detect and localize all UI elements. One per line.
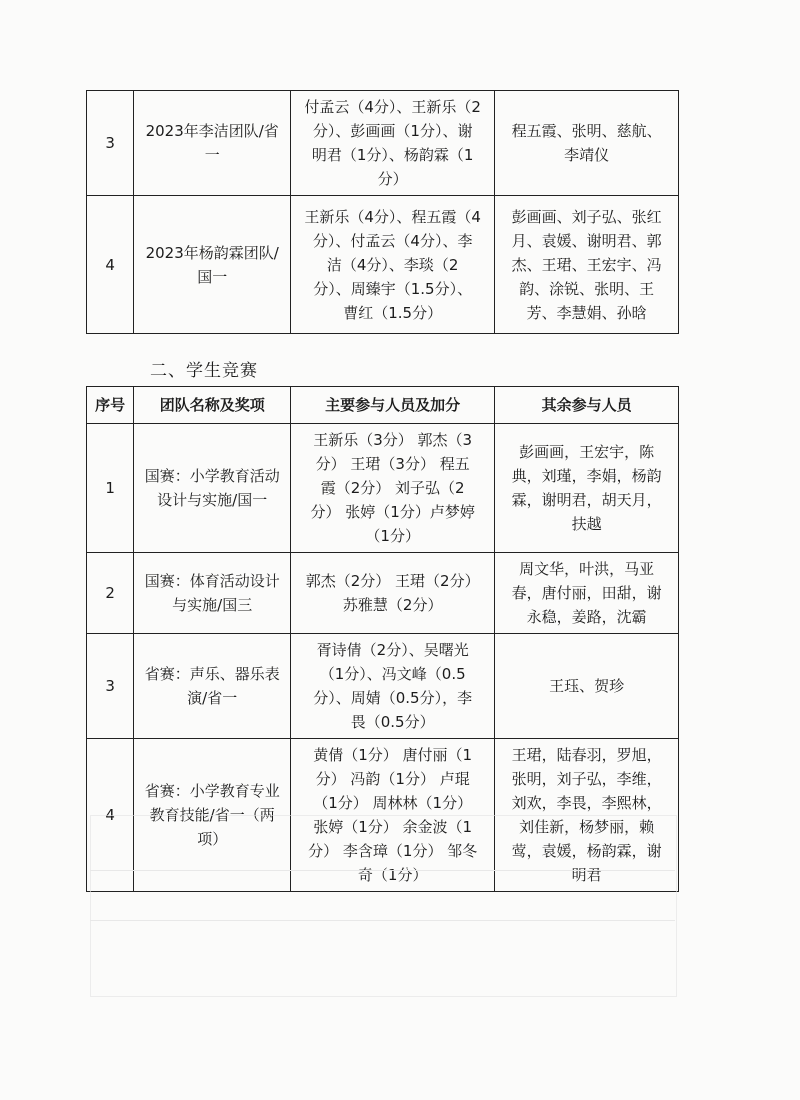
main-members: 王新乐（4分）、程五霞（4 分）、付孟云（4分）、李 洁（4分）、李琰（2 分）、周臻宇（1.5分）、 曹红（1.5分） — [291, 196, 495, 334]
team-award: 国赛：体育活动设计 与实施/国三 — [134, 553, 291, 634]
table-row — [87, 196, 679, 334]
other-members: 周文华，叶洪，马亚 春，唐付丽，田甜，谢 永稳，姜路，沈霸 — [495, 553, 679, 634]
team-award: 2023年李洁团队/省 一 — [134, 91, 291, 196]
table-row — [87, 634, 679, 739]
section-heading: 二、学生竞赛 — [150, 361, 258, 381]
bleed-through-ghost-table — [90, 815, 677, 997]
team-award: 省赛：小学教育专业 教育技能/省一（两 项） — [134, 739, 291, 892]
award-table-teachers — [86, 90, 679, 334]
table-row — [87, 91, 679, 196]
table-header-row — [87, 387, 679, 424]
bleed-through-line — [90, 920, 675, 921]
main-members: 黄倩（1分） 唐付丽（1 分） 冯韵（1分） 卢琨 （1分） 周林林（1分） 张婷（1分） 余金波（1 分） 李含璋（1分） 邹冬 奇（1分） — [291, 739, 495, 892]
table-row — [87, 424, 679, 553]
row-index: 2 — [87, 553, 134, 634]
header-index: 序号 — [87, 387, 134, 424]
main-members: 付孟云（4分）、王新乐（2 分）、彭画画（1分）、谢 明君（1分）、杨韵霖（1 分） — [291, 91, 495, 196]
other-members: 彭画画，王宏宇，陈 典，刘瑾，李娟，杨韵 霖，谢明君，胡天月， 扶越 — [495, 424, 679, 553]
main-members: 王新乐（3分） 郭杰（3 分） 王珺（3分） 程五 霞（2分） 刘子弘（2 分） 张婷（1分）卢梦婷 （1分） — [291, 424, 495, 553]
row-index: 4 — [87, 196, 134, 334]
main-members: 胥诗倩（2分）、吴曙光 （1分）、冯文峰（0.5 分）、周婧（0.5分），李 畏（0.5分） — [291, 634, 495, 739]
row-index: 4 — [87, 739, 134, 892]
team-award: 省赛：声乐、器乐表 演/省一 — [134, 634, 291, 739]
header-others: 其余参与人员 — [495, 387, 679, 424]
bleed-through-line — [90, 870, 675, 871]
header-team: 团队名称及奖项 — [134, 387, 291, 424]
other-members: 王珺，陆春羽，罗旭， 张明，刘子弘，李维， 刘欢，李畏，李熙林， 刘佳新，杨梦丽，赖 莺，袁媛，杨韵霖，谢 明君 — [495, 739, 679, 892]
row-index: 3 — [87, 634, 134, 739]
other-members: 王珏、贺珍 — [495, 634, 679, 739]
main-members: 郭杰（2分） 王珺（2分） 苏雅慧（2分） — [291, 553, 495, 634]
team-award: 2023年杨韵霖团队/ 国一 — [134, 196, 291, 334]
row-index: 3 — [87, 91, 134, 196]
other-members: 彭画画、刘子弘、张红 月、袁媛、谢明君、郭 杰、王珺、王宏宇、冯 韵、涂锐、张明、王 芳、李慧娟、孙晗 — [495, 196, 679, 334]
other-members: 程五霞、张明、慈航、 李靖仪 — [495, 91, 679, 196]
table-row — [87, 553, 679, 634]
row-index: 1 — [87, 424, 134, 553]
header-main: 主要参与人员及加分 — [291, 387, 495, 424]
team-award: 国赛：小学教育活动 设计与实施/国一 — [134, 424, 291, 553]
